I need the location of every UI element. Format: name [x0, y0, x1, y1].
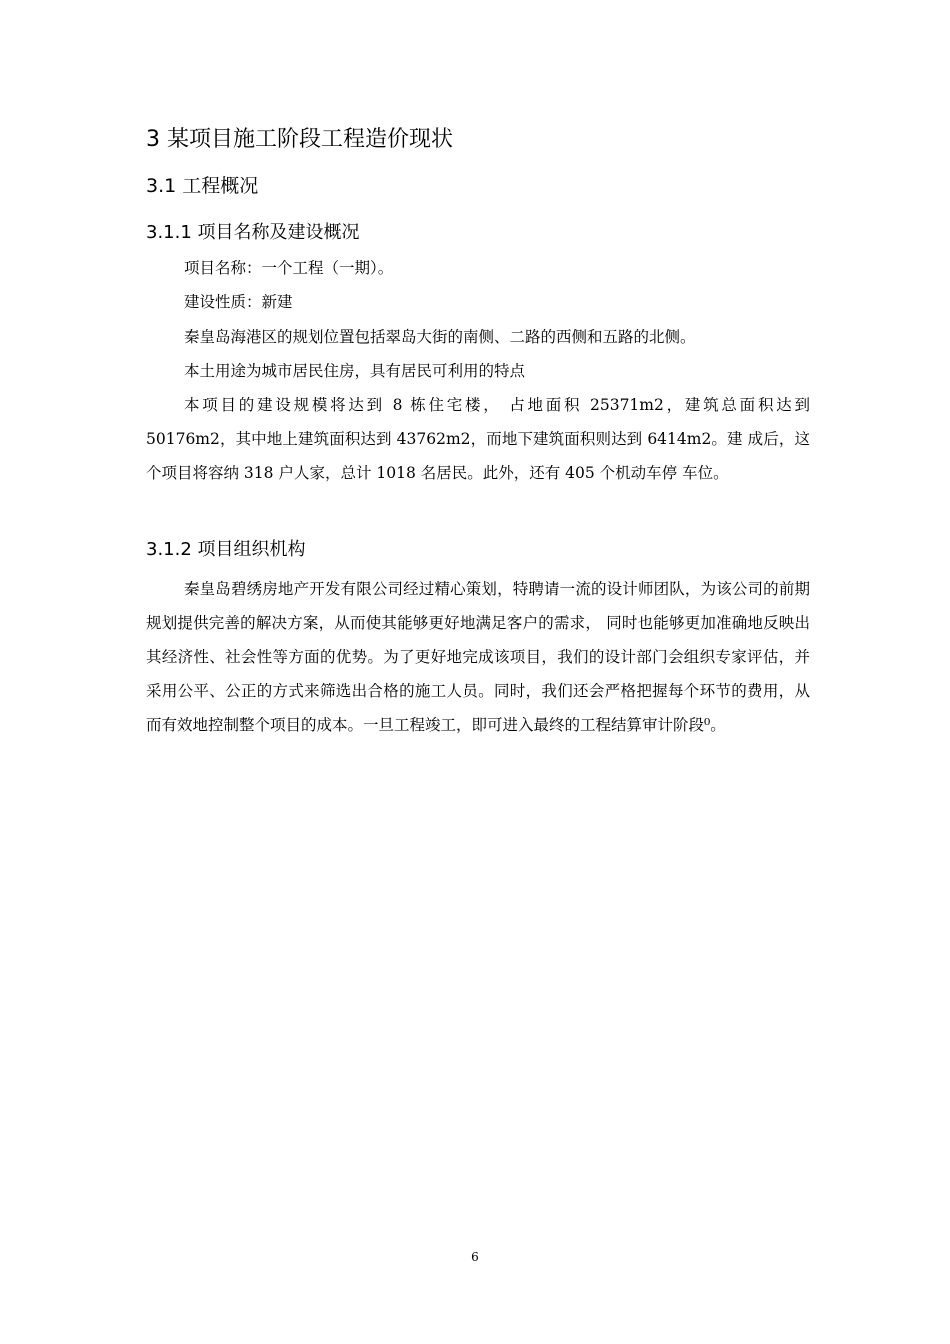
subsection-heading-overview: 3.1.1 项目名称及建设概况 — [146, 222, 360, 243]
page-number: 6 — [471, 1250, 479, 1264]
subsection-heading-organization: 3.1.2 项目组织机构 — [146, 539, 306, 560]
chapter-heading: 3 某项目施工阶段工程造价现状 — [146, 127, 453, 152]
paragraph-land-use: 本土用途为城市居民住房，具有居民可利用的特点 — [184, 362, 526, 380]
paragraph-project-name: 项目名称：一个工程（一期）。 — [184, 259, 394, 277]
paragraph-construction-nature: 建设性质：新建 — [184, 293, 293, 311]
paragraph-construction-scale: 本项目的建设规模将达到 8 栋住宅楼， 占地面积 25371m2，建筑总面积达到 50176m2，其中地上建筑面积达到 43762m2，而地下建筑面积则达到 6414m2。建 成后，这个项目将容纳 318 户人家，总计 1018 名居民。此外，还有 405 个机动车停 车位。 — [146, 396, 810, 482]
paragraph-location: 秦皇岛海港区的规划位置包括翠岛大街的南侧、二路的西侧和五路的北侧。 — [184, 328, 696, 346]
section-heading: 3.1 工程概况 — [146, 175, 259, 197]
paragraph-organization: 秦皇岛碧绣房地产开发有限公司经过精心策划，特聘请一流的设计师团队，为该公司的前期规划提供完善的解决方案，从而使其能够更好地满足客户的需求， 同时也能够更加准确地反映出其经济性、社会性等方面的优势。为了更好地完成该项目，我们的设计部门会组织专家评估，并采用公平、公正的方式来筛选出合格的施工人员。同时，我们还会严格把握每个环节的费用，从而有效地控制整个项目的成本。一旦工程竣工，即可进入最终的工程结算审计阶段⁰。 — [146, 580, 810, 734]
